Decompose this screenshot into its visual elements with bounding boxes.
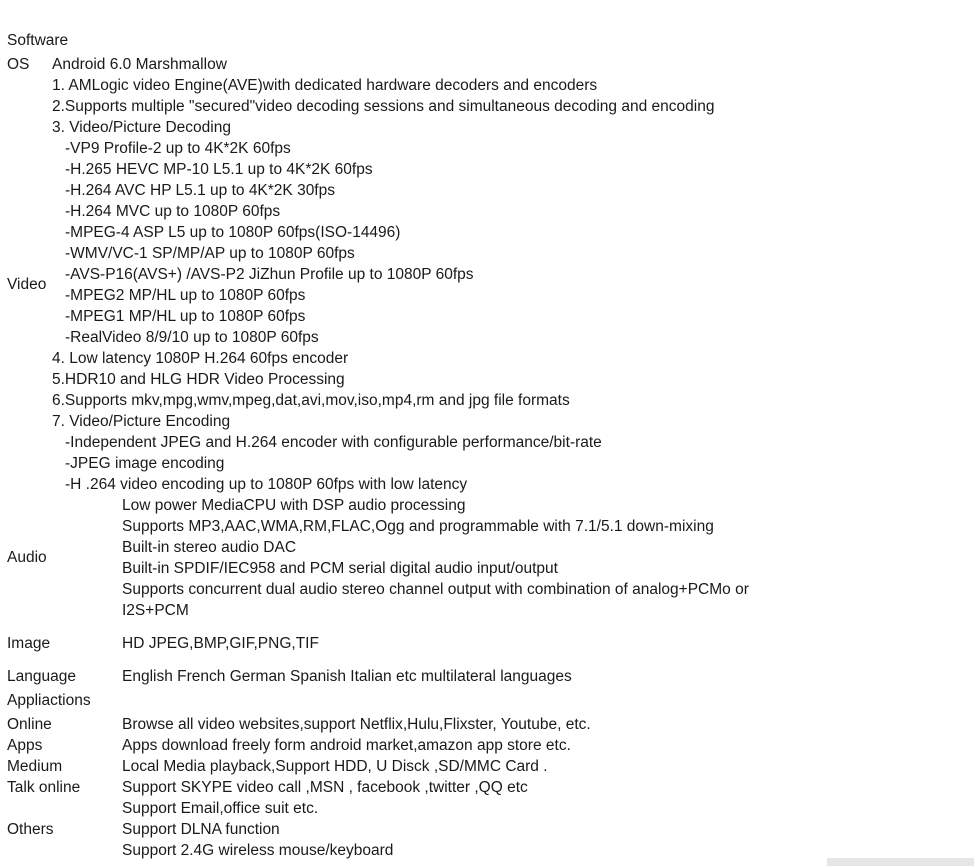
video-line: -H.265 HEVC MP-10 L5.1 up to 4K*2K 60fps <box>65 161 373 178</box>
audio-line: Supports concurrent dual audio stereo channel output with combination of analog+PCMo or <box>122 581 749 598</box>
image-value: HD JPEG,BMP,GIF,PNG,TIF <box>122 635 319 652</box>
audio-label: Audio <box>7 549 47 566</box>
app-row-label: Others <box>7 821 54 838</box>
video-line: -MPEG2 MP/HL up to 1080P 60fps <box>65 287 306 304</box>
app-row-value: Apps download freely form android market,amazon app store etc. <box>122 737 571 754</box>
audio-line: Built-in stereo audio DAC <box>122 539 297 556</box>
video-line: 7. Video/Picture Encoding <box>52 413 231 430</box>
horizontal-scrollbar[interactable] <box>827 858 974 866</box>
app-row-value: Support DLNA function <box>122 821 280 838</box>
video-line: 4. Low latency 1080P H.264 60fps encoder <box>52 350 349 367</box>
software-heading: Software <box>7 32 69 49</box>
audio-line: Built-in SPDIF/IEC958 and PCM serial digital audio input/output <box>122 560 558 577</box>
video-line: -JPEG image encoding <box>65 455 225 472</box>
app-row-label: Talk online <box>7 779 81 796</box>
video-line: 6.Supports mkv,mpg,wmv,mpeg,dat,avi,mov,iso,mp4,rm and jpg file formats <box>52 392 570 409</box>
os-label: OS <box>7 56 30 73</box>
video-line: 3. Video/Picture Decoding <box>52 119 231 136</box>
app-row-label: Apps <box>7 737 43 754</box>
language-label: Language <box>7 668 76 685</box>
os-value: Android 6.0 Marshmallow <box>52 56 227 73</box>
video-line: 2.Supports multiple "secured"video decoding sessions and simultaneous decoding and encoding <box>52 98 715 115</box>
video-line: -VP9 Profile-2 up to 4K*2K 60fps <box>65 140 291 157</box>
video-line: 5.HDR10 and HLG HDR Video Processing <box>52 371 345 388</box>
video-label: Video <box>7 276 47 293</box>
video-line: -WMV/VC-1 SP/MP/AP up to 1080P 60fps <box>65 245 355 262</box>
video-line: -Independent JPEG and H.264 encoder with configurable performance/bit-rate <box>65 434 602 451</box>
video-line: -MPEG-4 ASP L5 up to 1080P 60fps(ISO-14496) <box>65 224 401 241</box>
video-line: 1. AMLogic video Engine(AVE)with dedicated hardware decoders and encoders <box>52 77 598 94</box>
language-value: English French German Spanish Italian etc multilateral languages <box>122 668 572 685</box>
app-row-value: Local Media playback,Support HDD, U Disck ,SD/MMC Card . <box>122 758 548 775</box>
video-line: -AVS-P16(AVS+) /AVS-P2 JiZhun Profile up to 1080P 60fps <box>65 266 474 283</box>
video-line: -MPEG1 MP/HL up to 1080P 60fps <box>65 308 306 325</box>
app-row-value: Support SKYPE video call ,MSN , facebook ,twitter ,QQ etc <box>122 779 528 796</box>
video-line: -H .264 video encoding up to 1080P 60fps with low latency <box>65 476 468 493</box>
app-row-value: Support Email,office suit etc. <box>122 800 319 817</box>
video-line: -H.264 MVC up to 1080P 60fps <box>65 203 281 220</box>
app-row-value: Support 2.4G wireless mouse/keyboard <box>122 842 394 859</box>
audio-line: Low power MediaCPU with DSP audio processing <box>122 497 466 514</box>
app-row-label: Medium <box>7 758 63 775</box>
video-line: -RealVideo 8/9/10 up to 1080P 60fps <box>65 329 319 346</box>
app-row-label: Online <box>7 716 52 733</box>
image-label: Image <box>7 635 51 652</box>
audio-line: Supports MP3,AAC,WMA,RM,FLAC,Ogg and programmable with 7.1/5.1 down-mixing <box>122 518 714 535</box>
video-line: -H.264 AVC HP L5.1 up to 4K*2K 30fps <box>65 182 335 199</box>
applications-heading: Appliactions <box>7 692 91 709</box>
audio-line: I2S+PCM <box>122 602 189 619</box>
app-row-value: Browse all video websites,support Netflix,Hulu,Flixster, Youtube, etc. <box>122 716 591 733</box>
